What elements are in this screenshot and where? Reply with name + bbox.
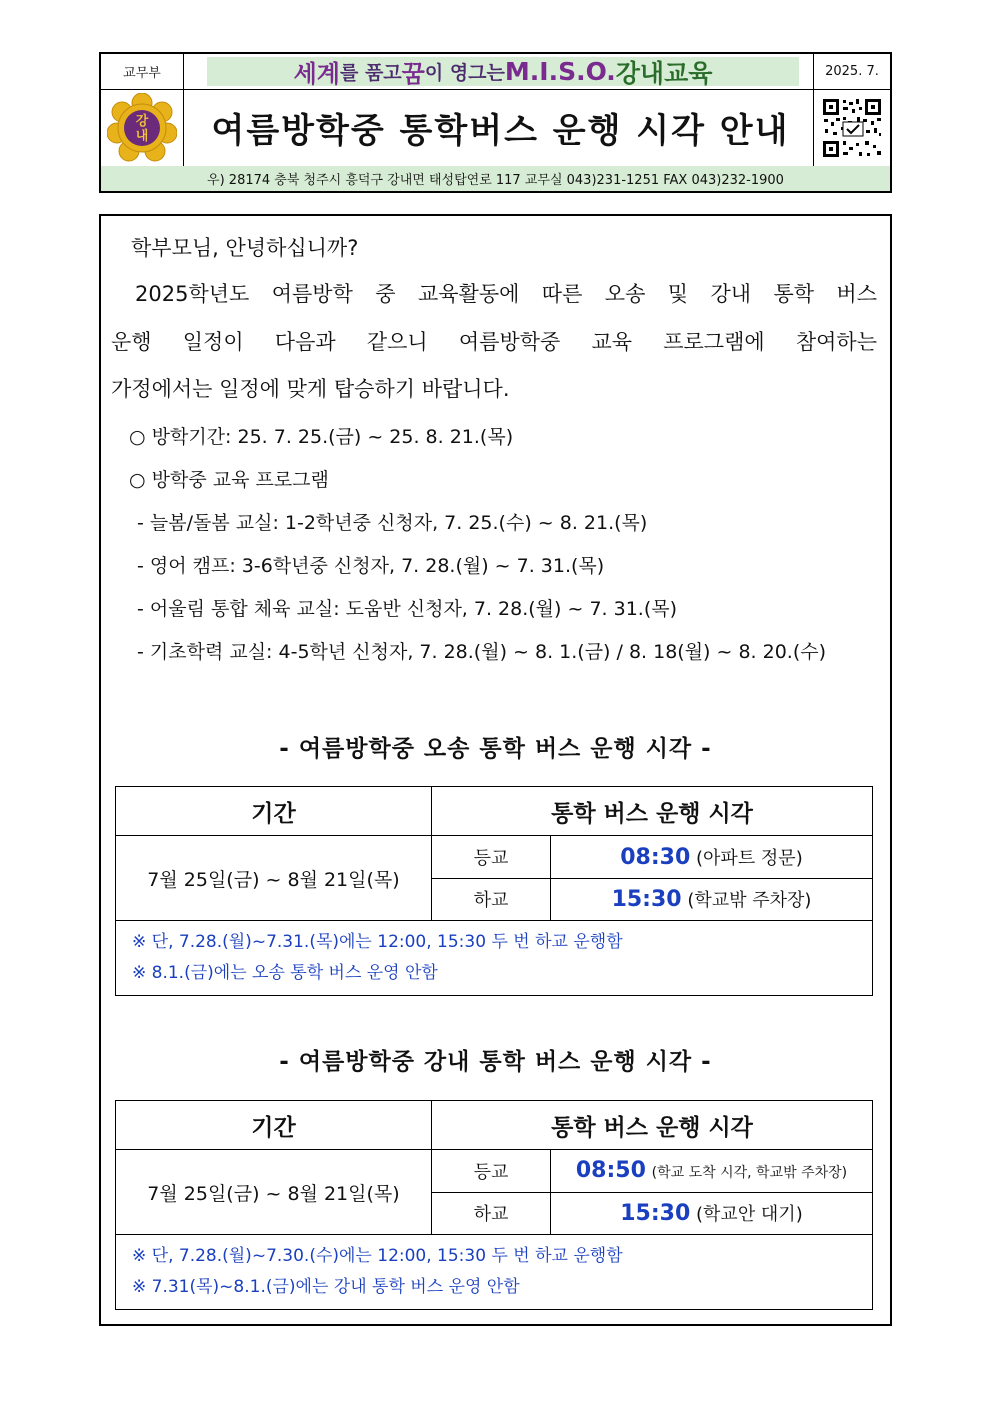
time-cell <box>551 1150 873 1193</box>
letterhead-title-row <box>101 89 890 167</box>
program-item: - 늘봄/돌봄 교실: 1-2학년중 신청자, 7. 25.(수) ~ 8. 21.(목) <box>137 512 648 534</box>
qr-code-icon[interactable] <box>821 97 883 159</box>
bus-time: 15:30 <box>611 887 682 913</box>
col-time-header: 통학 버스 운행 시각 <box>432 1101 873 1150</box>
notes-cell <box>116 1235 873 1310</box>
notice-body <box>99 214 892 1326</box>
program-item: - 기초학력 교실: 4-5학년 신청자, 7. 28.(월) ~ 8. 1.(금) / 8. 18(월) ~ 8. 20.(수) <box>137 641 827 663</box>
slogan-part: 를 품고 <box>339 62 402 84</box>
page-title: 여름방학중 통학버스 운행 시각 안내 <box>211 111 790 151</box>
department-label: 교무부 <box>101 54 184 89</box>
period-cell: 7월 25일(금) ~ 8월 21일(목) <box>116 1150 432 1235</box>
gangnae-bus-table <box>115 1100 873 1310</box>
col-period-header: 기간 <box>116 787 432 836</box>
table-header-row <box>116 1101 873 1150</box>
kind-cell: 등교 <box>432 1150 551 1193</box>
school-address: 우) 28174 충북 청주시 흥덕구 강내면 태성탑연로 117 교무실 043)231-1251 FAX 043)232-1900 <box>101 166 890 191</box>
slogan-part: 꿈 <box>401 60 425 88</box>
vacation-period: ○ 방학기간: 25. 7. 25.(금) ~ 25. 8. 21.(목) <box>129 426 514 448</box>
col-period-header: 기간 <box>116 1101 432 1150</box>
time-cell <box>551 1192 873 1235</box>
bus-time: 08:30 <box>620 844 691 870</box>
bus-time: 08:50 <box>575 1158 646 1184</box>
logo-text-bottom: 내 <box>135 128 149 144</box>
note: ※ 단, 7.28.(월)~7.30.(수)에는 12:00, 15:30 두 번 하교 운행함 <box>132 1246 623 1266</box>
intro-line-3: 가정에서는 일정에 맞게 탑승하기 바랍니다. <box>111 377 510 401</box>
kind-cell: 등교 <box>432 836 551 879</box>
school-emblem-icon <box>107 93 177 163</box>
notes-row <box>116 921 873 996</box>
time-cell <box>551 836 873 879</box>
note: ※ 8.1.(금)에는 오송 통학 버스 운영 안함 <box>132 963 438 983</box>
col-time-header: 통학 버스 운행 시각 <box>432 787 873 836</box>
program-item: - 어울림 통합 체육 교실: 도움반 신청자, 7. 28.(월) ~ 7. 31.(목) <box>137 598 678 620</box>
table-row <box>116 836 873 879</box>
greeting: 학부모님, 안녕하십니까? <box>131 236 359 260</box>
note: ※ 단, 7.28.(월)~7.31.(목)에는 12:00, 15:30 두 번 하교 운행함 <box>132 932 623 952</box>
notes-row <box>116 1235 873 1310</box>
letterhead <box>99 52 892 193</box>
slogan-part: 강내교육 <box>615 58 713 88</box>
notes-cell <box>116 921 873 996</box>
school-logo <box>101 89 184 166</box>
kind-cell: 하교 <box>432 1192 551 1235</box>
letterhead-top-row <box>101 54 890 90</box>
slogan-part: 이 영그는 <box>424 62 505 84</box>
school-slogan <box>207 57 799 86</box>
osong-bus-table <box>115 786 873 996</box>
intro-line-1: 2025학년도 여름방학 중 교육활동에 따른 오송 및 강내 통학 버스 <box>135 282 877 306</box>
bus-location: (아파트 정문) <box>696 847 803 869</box>
program-heading: ○ 방학중 교육 프로그램 <box>129 469 329 491</box>
period-cell: 7월 25일(금) ~ 8월 21일(목) <box>116 836 432 921</box>
gangnae-section-title: - 여름방학중 강내 통학 버스 운행 시각 - <box>279 1049 712 1075</box>
kind-cell: 하교 <box>432 878 551 921</box>
bus-location: (학교밖 주차장) <box>687 890 812 912</box>
program-item: - 영어 캠프: 3-6학년중 신청자, 7. 28.(월) ~ 7. 31.(목) <box>137 555 605 577</box>
qr-code[interactable] <box>813 89 890 166</box>
bus-time: 15:30 <box>620 1201 691 1227</box>
bus-location: (학교안 대기) <box>696 1204 803 1226</box>
table-header-row <box>116 787 873 836</box>
table-row <box>116 1150 873 1193</box>
time-cell <box>551 878 873 921</box>
slogan-part: M.I.S.O. <box>504 57 616 86</box>
logo-text-top: 강 <box>135 113 149 129</box>
osong-section-title: - 여름방학중 오송 통학 버스 운행 시각 - <box>279 736 712 762</box>
slogan-part: 세계 <box>293 60 340 88</box>
issue-date: 2025. 7. <box>813 54 890 89</box>
intro-line-2: 운행 일정이 다음과 같으니 여름방학중 교육 프로그램에 참여하는 <box>111 330 877 354</box>
bus-location: (학교 도착 시각, 학교밖 주차장) <box>651 1165 848 1182</box>
note: ※ 7.31(목)~8.1.(금)에는 강내 통학 버스 운영 안함 <box>132 1277 520 1297</box>
